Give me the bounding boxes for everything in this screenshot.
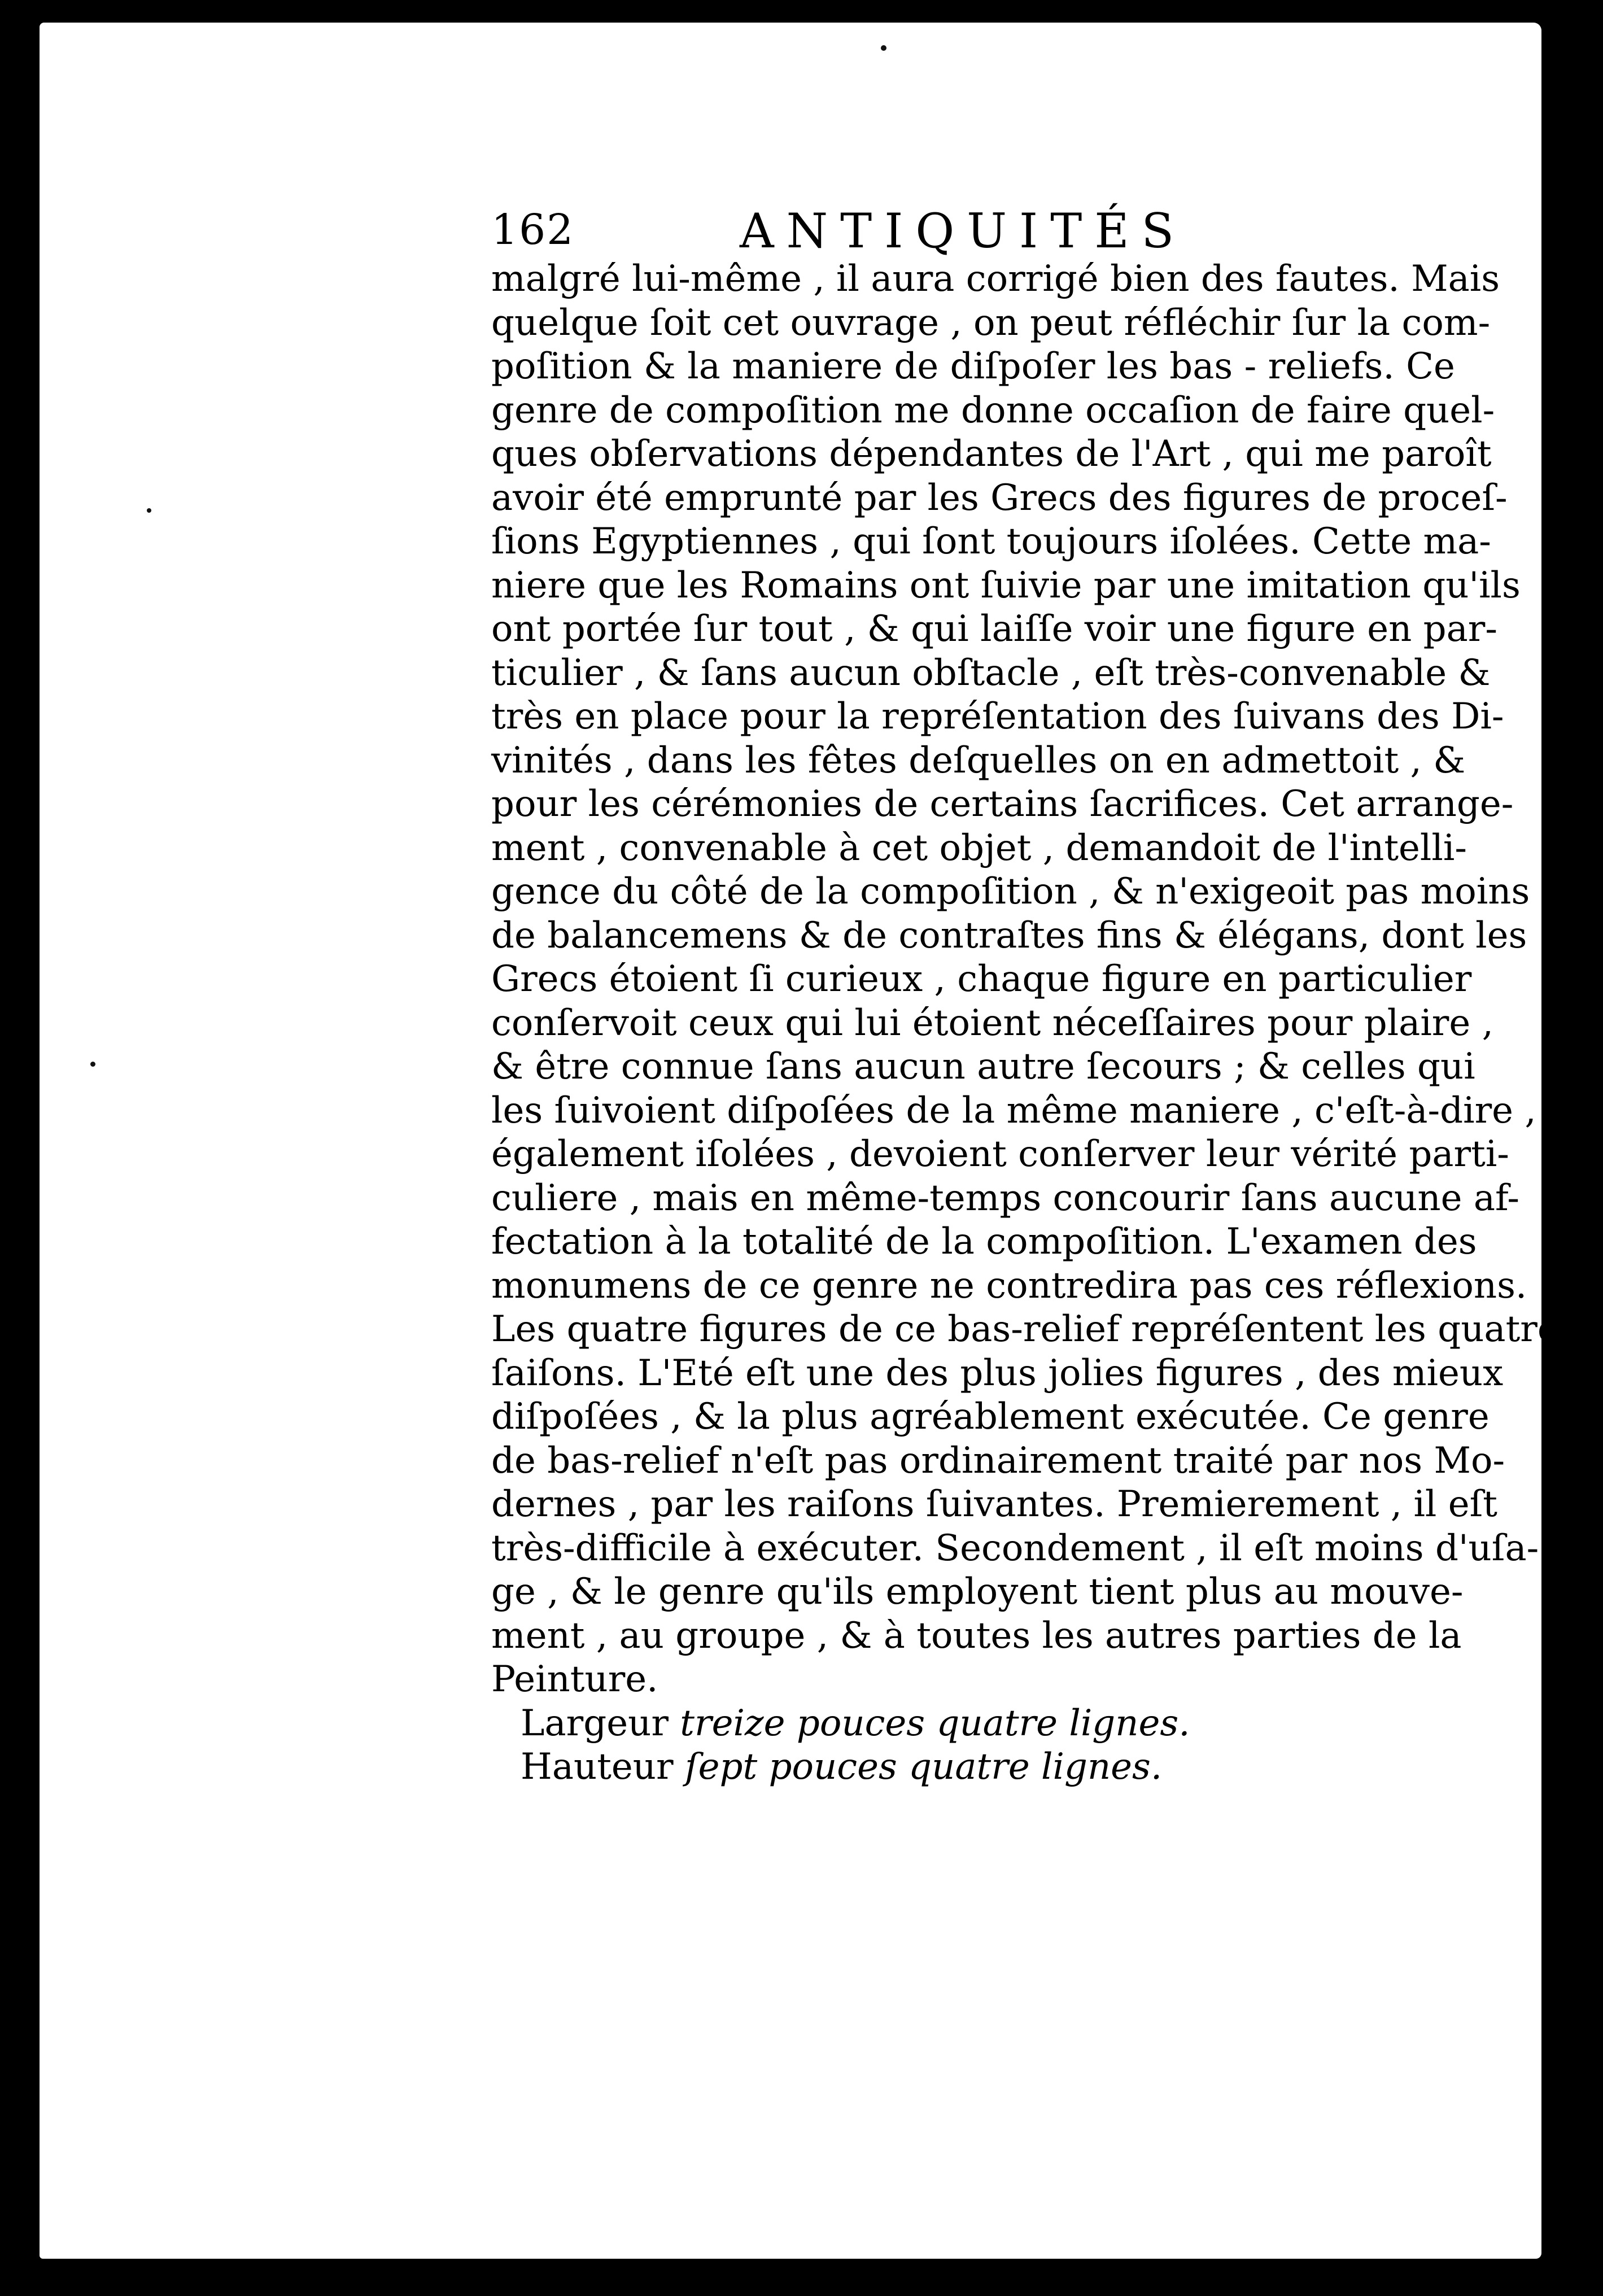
text-line: de balancemens & de contraſtes fins & élégans, dont les bbox=[491, 914, 1527, 957]
dimension-width-label: Largeur bbox=[521, 1702, 669, 1744]
ink-speck bbox=[147, 508, 151, 513]
dimension-height-label: Hauteur bbox=[521, 1746, 674, 1788]
text-line: ont portée ſur tout , & qui laiſſe voir une figure en par- bbox=[491, 608, 1497, 650]
text-line: Grecs étoient ſi curieux , chaque figure en particulier bbox=[491, 958, 1472, 1000]
text-line: très en place pour la repréſentation des ſuivans des Di- bbox=[491, 696, 1504, 737]
text-line: malgré lui-même , il aura corrigé bien des fautes. Mais bbox=[491, 258, 1500, 300]
text-line: ment , convenable à cet objet , demandoit de l'intelli- bbox=[491, 827, 1467, 869]
text-line: diſpoſées , & la plus agréablement exécutée. Ce genre bbox=[491, 1396, 1490, 1438]
text-line: ſaiſons. L'Eté eſt une des plus jolies figures , des mieux bbox=[491, 1352, 1504, 1394]
text-line: genre de compoſition me donne occaſion de faire quel- bbox=[491, 389, 1495, 431]
text-line: monumens de ce genre ne contredira pas ces réflexions. bbox=[491, 1264, 1527, 1307]
text-line: les ſuivoient diſpoſées de la même maniere , c'eſt-à-dire , bbox=[491, 1089, 1536, 1132]
text-line: culiere , mais en même-temps concourir ſans aucune af- bbox=[491, 1177, 1519, 1219]
text-line: fectation à la totalité de la compoſition. L'examen des bbox=[491, 1221, 1477, 1263]
ink-speck bbox=[90, 1062, 95, 1067]
page-number: 162 bbox=[491, 206, 575, 254]
body-text bbox=[491, 257, 1559, 1789]
text-line: conſervoit ceux qui lui étoient néceſſaires pour plaire , bbox=[491, 1002, 1493, 1044]
text-line: avoir été emprunté par les Grecs des figures de proceſ- bbox=[491, 477, 1508, 519]
text-line: également iſolées , devoient conſerver leur vérité parti- bbox=[491, 1133, 1509, 1175]
page-header bbox=[491, 203, 1553, 265]
dimension-width bbox=[491, 1702, 1451, 1746]
text-line: quelque ſoit cet ouvrage , on peut réfléchir ſur la com- bbox=[491, 302, 1491, 344]
dimension-height-value: ſept pouces quatre lignes. bbox=[684, 1746, 1163, 1788]
text-line: niere que les Romains ont ſuivie par une imitation qu'ils bbox=[491, 564, 1521, 606]
text-line: Les quatre figures de ce bas-relief repréſentent les quatre bbox=[491, 1308, 1559, 1350]
ink-speck bbox=[881, 45, 886, 51]
running-title: ANTIQUITÉS bbox=[740, 203, 1187, 259]
text-line: poſition & la maniere de diſpoſer les bas - reliefs. Ce bbox=[491, 346, 1455, 387]
text-line: très-difficile à exécuter. Secondement , il eſt moins d'uſa- bbox=[491, 1527, 1539, 1569]
book-page bbox=[40, 23, 1559, 2259]
text-line: ticulier , & ſans aucun obſtacle , eſt très-convenable & bbox=[491, 652, 1491, 694]
text-line: ques obſervations dépendantes de l'Art , qui me paroît bbox=[491, 433, 1492, 475]
text-line: de bas-relief n'eſt pas ordinairement traité par nos Mo- bbox=[491, 1439, 1505, 1482]
text-line: ment , au groupe , & à toutes les autres parties de la bbox=[491, 1614, 1462, 1657]
dimension-height bbox=[491, 1745, 1451, 1789]
dimension-width-value: treize pouces quatre lignes. bbox=[680, 1702, 1190, 1744]
text-line: & être connue ſans aucun autre ſecours ; & celles qui bbox=[491, 1046, 1475, 1088]
text-line: vinités , dans les fêtes deſquelles on en admettoit , & bbox=[491, 739, 1466, 782]
text-line: gence du côté de la compoſition , & n'exigeoit pas moins bbox=[491, 871, 1530, 913]
text-line: ge , & le genre qu'ils employent tient plus au mouve- bbox=[491, 1571, 1464, 1613]
text-line: ſions Egyptiennes , qui ſont toujours iſolées. Cette ma- bbox=[491, 521, 1491, 562]
text-line: Peinture. bbox=[491, 1658, 658, 1700]
text-line: pour les cérémonies de certains ſacrifices. Cet arrange- bbox=[491, 783, 1514, 825]
text-line: dernes , par les raiſons ſuivantes. Premierement , il eſt bbox=[491, 1483, 1497, 1525]
